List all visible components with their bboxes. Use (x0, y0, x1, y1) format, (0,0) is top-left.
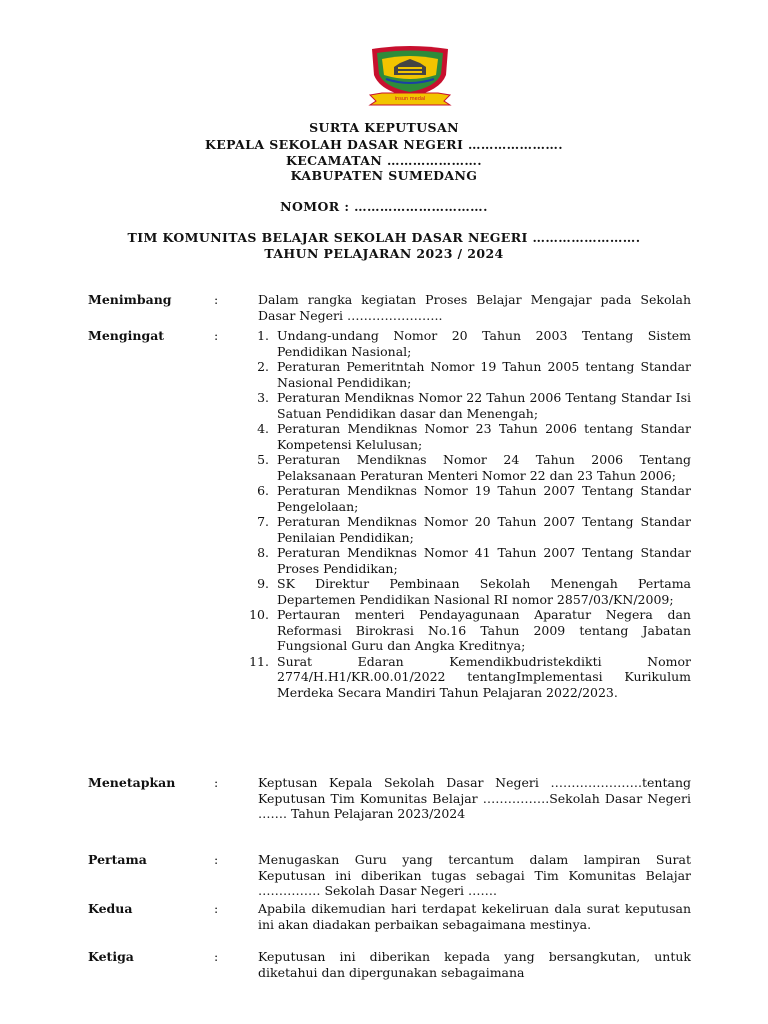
menimbang-label: Menimbang (88, 292, 172, 307)
menimbang-colon: : (214, 292, 219, 307)
list-number: 8. (257, 545, 269, 560)
academic-year: TAHUN PELAJARAN 2023 / 2024 (264, 246, 504, 261)
mengingat-list (238, 328, 691, 700)
menetapkan-label: Menetapkan (88, 775, 176, 790)
list-number: 4. (257, 421, 269, 436)
list-number: 1. (257, 328, 269, 343)
kedua-text: Apabila dikemudian hari terdapat kekeliruan dala surat keputusan ini akan diadakan perbaikan sebagaimana mestinya. (258, 901, 691, 932)
list-number: 3. (257, 390, 269, 405)
school-line: KEPALA SEKOLAH DASAR NEGERI …………………. (204, 137, 564, 152)
pertama-text: Menugaskan Guru yang tercantum dalam lampiran Surat Keputusan ini diberikan tugas sebagai Tim Komunitas Belajar …………… Sekolah Dasar Negeri ……. (258, 852, 691, 898)
list-number: 7. (257, 514, 269, 529)
list-text: Peraturan Mendiknas Nomor 24 Tahun 2006 Tentang Pelaksanaan Peraturan Menteri Nomor 22 dan 23 Tahun 2006; (277, 452, 691, 483)
list-item (238, 514, 691, 545)
list-number: 6. (257, 483, 269, 498)
list-text: Peraturan Mendiknas Nomor 22 Tahun 2006 Tentang Standar Isi Satuan Pendidikan dasar dan Menengah; (277, 390, 691, 421)
ketiga-colon: : (214, 949, 219, 964)
list-item (238, 654, 691, 701)
menetapkan-text: Keptusan Kepala Sekolah Dasar Negeri ………………….tentang Keputusan Tim Komunitas Belajar …………….Sekolah Dasar Negeri ……. Tahun Pelajaran 2023/2024 (258, 775, 691, 821)
kedua-label: Kedua (88, 901, 133, 916)
list-item (238, 359, 691, 390)
decree-number: NOMOR : …………………………. (280, 199, 488, 214)
list-text: Peraturan Mendiknas Nomor 20 Tahun 2007 Tentang Standar Penilaian Pendidikan; (277, 514, 691, 545)
decree-title: SURTA KEPUTUSAN (309, 120, 459, 135)
ketiga-label: Ketiga (88, 949, 134, 964)
list-text: Surat Edaran Kemendikbudristekdikti Nomor 2774/H.H1/KR.00.01/2022 tentangImplementasi Kurikulum Merdeka Secara Mandiri Tahun Pelajaran 2022/2023. (277, 653, 691, 700)
menetapkan-colon: : (214, 775, 219, 790)
list-item (238, 545, 691, 576)
sumedang-emblem-logo (360, 45, 460, 107)
list-number: 9. (257, 576, 269, 591)
list-text: Pertauran menteri Pendayagunaan Aparatur Negera dan Reformasi Birokrasi No.16 Tahun 2009 tentang Jabatan Fungsional Guru dan Angka Kreditnya; (277, 607, 691, 653)
list-number: 2. (257, 359, 269, 374)
list-item (238, 452, 691, 483)
mengingat-label: Mengingat (88, 328, 165, 343)
district-line: KECAMATAN …………………. (285, 153, 483, 168)
list-number: 10. (249, 607, 269, 622)
list-item (238, 421, 691, 452)
pertama-label: Pertama (88, 852, 147, 867)
emblem-ribbon-text: insun medal (394, 96, 426, 102)
decree-subject: TIM KOMUNITAS BELAJAR SEKOLAH DASAR NEGERI ……………………. (127, 230, 641, 245)
list-text: Undang-undang Nomor 20 Tahun 2003 Tentang Sistem Pendidikan Nasional; (277, 328, 691, 359)
list-item (238, 483, 691, 514)
list-text: Peraturan Mendiknas Nomor 19 Tahun 2007 Tentang Standar Pengelolaan; (277, 483, 691, 514)
list-item (238, 390, 691, 421)
ketiga-text: Keputusan ini diberikan kepada yang bersangkutan, untuk diketahui dan dipergunakan sebagaimana (258, 949, 691, 980)
list-item (238, 328, 691, 359)
list-text: Peraturan Pemeritntah Nomor 19 Tahun 2005 tentang Standar Nasional Pendidikan; (277, 359, 691, 390)
mengingat-colon: : (214, 328, 219, 343)
kedua-colon: : (214, 901, 219, 916)
menimbang-text: Dalam rangka kegiatan Proses Belajar Mengajar pada Sekolah Dasar Negeri ………………….. (258, 292, 691, 323)
list-item (238, 576, 691, 607)
list-text: Peraturan Mendiknas Nomor 41 Tahun 2007 Tentang Standar Proses Pendidikan; (277, 545, 691, 576)
list-number: 11. (249, 653, 269, 669)
list-text: Peraturan Mendiknas Nomor 23 Tahun 2006 tentang Standar Kompetensi Kelulusan; (277, 421, 691, 452)
list-text: SK Direktur Pembinaan Sekolah Menengah Pertama Departemen Pendidikan Nasional RI nomor 2857/03/KN/2009; (277, 576, 691, 607)
list-item (238, 607, 691, 654)
pertama-colon: : (214, 852, 219, 867)
regency-line: KABUPATEN SUMEDANG (290, 168, 478, 183)
list-number: 5. (257, 452, 269, 467)
